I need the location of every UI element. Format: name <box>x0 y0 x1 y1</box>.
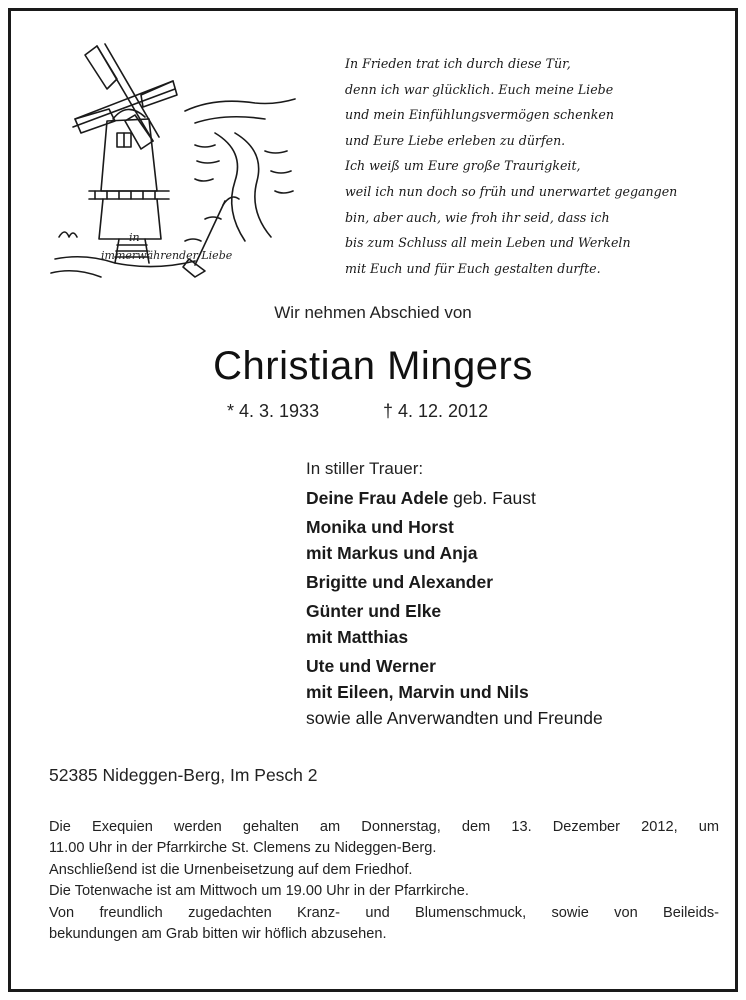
poem-line: bin, aber auch, wie froh ihr seid, dass ich <box>345 209 610 225</box>
poem-line: weil ich nun doch so früh und unerwartet gegangen <box>345 183 678 199</box>
notice-line: 11.00 Uhr in der Pfarrkirche St. Clemens zu Nideggen-Berg. <box>49 840 437 857</box>
notice-line: Anschließend ist die Urnenbeisetzung auf dem Friedhof. <box>49 861 413 878</box>
birth-date: * 4. 3. 1933 <box>227 401 320 421</box>
mourner-line: mit Matthias <box>306 627 409 647</box>
mourner-group <box>306 485 726 511</box>
mourner-group <box>306 598 726 650</box>
service-notice <box>49 817 719 945</box>
windmill-sketch-icon <box>45 41 303 281</box>
obituary-card <box>8 8 738 992</box>
sketch-caption-line1: in <box>129 231 140 244</box>
mourners-list <box>306 456 726 731</box>
poem <box>345 51 725 281</box>
poem-line: bis zum Schluss all mein Leben und Werkeln <box>345 235 631 251</box>
poem-line: und Eure Liebe erleben zu dürfen. <box>345 132 566 148</box>
mourner-group <box>306 514 726 566</box>
notice-line: bekundungen am Grab bitten wir höflich abzusehen. <box>49 926 387 943</box>
poem-line: denn ich war glücklich. Euch meine Liebe <box>345 81 614 97</box>
mourner-line: Günter und Elke <box>306 601 442 621</box>
poem-line: In Frieden trat ich durch diese Tür, <box>345 56 571 71</box>
mourner-line: Ute und Werner <box>306 656 436 676</box>
poem-line: mit Euch und für Euch gestalten durfte. <box>345 260 601 276</box>
mourners-heading: In stiller Trauer: <box>306 459 424 478</box>
mourners-closing: sowie alle Anverwandten und Freunde <box>306 708 603 728</box>
mourner-line: Brigitte und Alexander <box>306 572 494 592</box>
farewell-intro: Wir nehmen Abschied von <box>274 303 472 322</box>
wife-name: Deine Frau Adele <box>306 488 449 508</box>
mourner-line: mit Eileen, Marvin und Nils <box>306 682 529 702</box>
death-date: † 4. 12. 2012 <box>383 401 489 421</box>
sketch-caption-line2: immerwährender Liebe <box>101 249 233 262</box>
address: 52385 Nideggen-Berg, Im Pesch 2 <box>49 765 318 785</box>
poem-line: Ich weiß um Eure große Traurigkeit, <box>345 158 581 174</box>
mourner-line: Monika und Horst <box>306 517 454 537</box>
mourner-line: mit Markus und Anja <box>306 543 478 563</box>
notice-line: Von freundlich zugedachten Kranz- und Blumenschmuck, sowie von Beileids- <box>49 904 719 921</box>
mourner-group <box>306 569 726 595</box>
wife-maiden-name: geb. Faust <box>448 488 536 508</box>
mourner-group <box>306 653 726 731</box>
notice-line: Die Exequien werden gehalten am Donnerstag, dem 13. Dezember 2012, um <box>49 819 719 835</box>
poem-line: und mein Einfühlungsvermögen schenken <box>345 107 614 123</box>
deceased-name: Christian Mingers <box>213 344 533 388</box>
notice-line: Die Totenwache ist am Mittwoch um 19.00 Uhr in der Pfarrkirche. <box>49 883 469 900</box>
